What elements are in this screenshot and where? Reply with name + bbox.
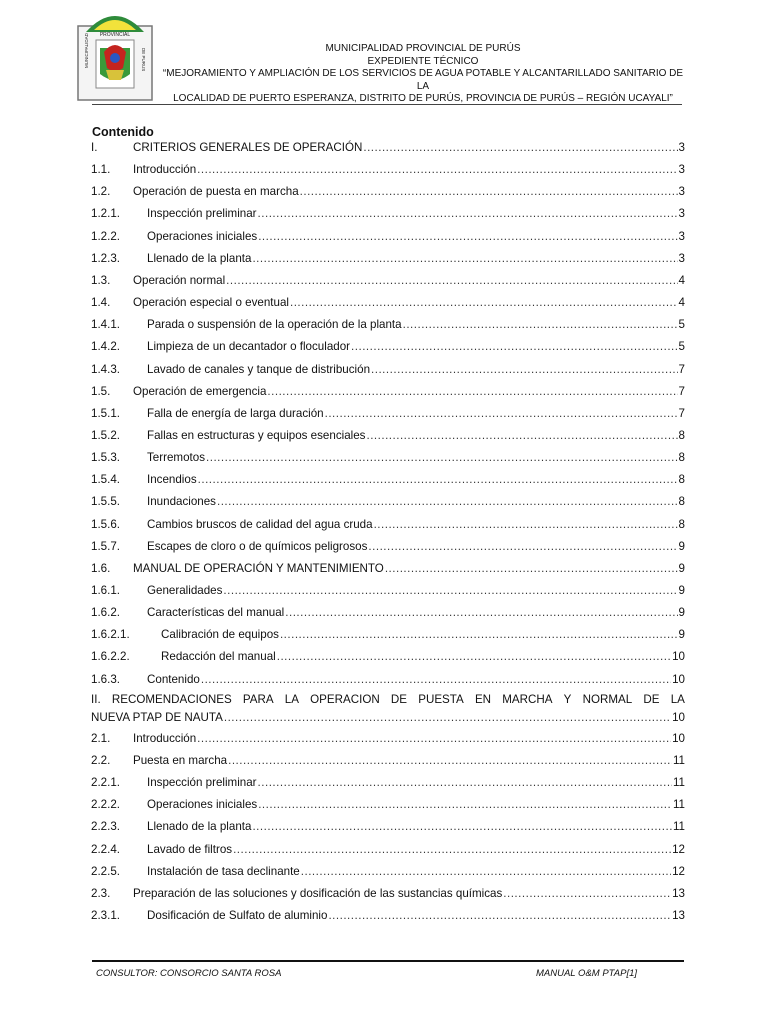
toc-entry-number: 1.6.1. <box>91 584 121 597</box>
toc-entry-number: 1.6.2.2. <box>91 650 130 664</box>
toc-entry-number: 1.4. <box>91 296 111 310</box>
toc-dot-leader <box>197 732 671 745</box>
toc-entry-number: 1.2.1. <box>91 207 121 221</box>
toc-entry-number: 1.2.2. <box>91 229 121 243</box>
toc-dot-leader <box>252 820 672 833</box>
toc-entry-number: 1.4.1. <box>91 318 121 332</box>
toc-entry-page: 11 <box>672 753 685 767</box>
toc-entry-title: Inundaciones <box>147 495 216 509</box>
toc-entry-number: 2.3. <box>91 886 111 900</box>
toc-entry[interactable] <box>91 495 685 511</box>
toc-entry-page: 9 <box>678 539 685 553</box>
toc-entry-title: Limpieza de un decantador o floculador <box>147 340 351 354</box>
toc-entry-title: NUEVA PTAP DE NAUTA <box>91 710 223 724</box>
toc-entry[interactable] <box>91 820 685 836</box>
toc-entry-page: 3 <box>678 229 685 243</box>
toc-entry-title: Escapes de cloro o de químicos peligrosos <box>147 539 368 553</box>
toc-entry[interactable] <box>91 754 685 770</box>
toc-entry-title: Operación de emergencia <box>133 384 267 398</box>
toc-dot-leader <box>252 252 677 265</box>
toc-entry-number: 2.2.4. <box>91 842 121 856</box>
toc-dot-leader <box>224 711 671 724</box>
toc-dot-leader <box>301 865 671 878</box>
toc-entry-title-word: RECOMENDACIONES <box>111 692 232 706</box>
toc-entry-page: 13 <box>672 886 685 900</box>
toc-entry-number: 1.1. <box>91 163 111 177</box>
toc-entry-page: 7 <box>678 384 685 398</box>
toc-entry[interactable] <box>91 909 685 925</box>
toc-dot-leader <box>206 451 678 464</box>
toc-dot-leader <box>258 230 677 243</box>
toc-entry-title: Llenado de la planta <box>147 820 252 834</box>
toc-entry-number: 2.1. <box>91 731 111 745</box>
toc-entry-title-word: LA <box>284 692 299 706</box>
toc-dot-leader <box>258 798 672 811</box>
toc-dot-leader <box>233 843 671 856</box>
toc-entry[interactable] <box>91 473 685 489</box>
toc-dot-leader <box>366 429 677 442</box>
toc-entry[interactable] <box>91 518 685 534</box>
toc-entry-number: 1.6. <box>91 561 111 575</box>
toc-entry-number: 2.2.2. <box>91 798 121 812</box>
toc-dot-leader <box>285 606 677 619</box>
header-project-title-2: LOCALIDAD DE PUERTO ESPERANZA, DISTRITO DE PURÚS, PROVINCIA DE PURÚS – REGIÓN UCAYALI” <box>173 93 673 104</box>
toc-entry-title: Operaciones iniciales <box>147 798 258 812</box>
toc-entry-title: Redacción del manual <box>161 650 276 664</box>
toc-entry-number: 1.3. <box>91 273 111 287</box>
toc-entry-title: MANUAL DE OPERACIÓN Y MANTENIMIENTO <box>133 561 384 575</box>
toc-dot-leader <box>201 673 671 686</box>
toc-entry-title: Contenido <box>147 672 200 686</box>
toc-entry-page: 9 <box>678 628 685 642</box>
toc-entry-title: Características del manual <box>147 606 285 620</box>
toc-dot-leader <box>325 407 678 420</box>
svg-text:DE PURUS: DE PURUS <box>141 48 146 72</box>
toc-entry[interactable] <box>91 843 685 859</box>
toc-dot-leader <box>217 495 678 508</box>
toc-entry-page: 10 <box>672 672 685 686</box>
footer-divider <box>92 960 684 962</box>
toc-entry-page: 4 <box>678 296 685 310</box>
toc-entry-page: 9 <box>678 606 685 620</box>
toc-entry-title-word: DE <box>643 692 660 706</box>
toc-entry[interactable] <box>91 650 685 666</box>
toc-dot-leader <box>300 185 678 198</box>
toc-entry-page: 7 <box>678 406 685 420</box>
toc-entry[interactable] <box>91 230 685 246</box>
toc-dot-leader <box>280 628 678 641</box>
toc-dot-leader <box>403 318 678 331</box>
toc-entry-title: Operación de puesta en marcha <box>133 185 299 199</box>
toc-entry-number: II. <box>91 692 101 706</box>
toc-entry-number: 2.2.3. <box>91 820 121 834</box>
toc-entry-number: 1.6.2. <box>91 606 121 620</box>
toc-entry[interactable] <box>91 798 685 814</box>
toc-entry-title-word: OPERACION <box>310 692 380 706</box>
toc-entry[interactable] <box>91 407 685 423</box>
toc-entry-page: 13 <box>672 908 685 922</box>
toc-entry-title: Operaciones iniciales <box>147 229 258 243</box>
toc-entry[interactable] <box>91 562 685 578</box>
toc-dot-leader <box>371 363 678 376</box>
toc-entry[interactable] <box>91 732 685 748</box>
toc-dot-leader <box>290 296 678 309</box>
toc-entry-number: 1.5.7. <box>91 539 121 553</box>
toc-entry-number: 1.2. <box>91 185 111 199</box>
toc-entry[interactable] <box>91 340 685 356</box>
toc-entry[interactable] <box>91 274 685 290</box>
toc-entry-title-word: PUESTA <box>418 692 464 706</box>
toc-entry-title: Lavado de filtros <box>147 842 233 856</box>
toc-entry-number: 1.4.3. <box>91 362 121 376</box>
toc-entry-page: 11 <box>672 798 685 812</box>
toc-entry[interactable] <box>91 673 685 689</box>
toc-entry-number: I. <box>91 141 98 154</box>
toc-entry-page: 8 <box>678 495 685 509</box>
toc-entry-page: 8 <box>678 517 685 531</box>
toc-entry-title: Llenado de la planta <box>147 251 252 265</box>
toc-entry-page: 10 <box>672 710 685 724</box>
toc-dot-leader <box>374 518 678 531</box>
toc-entry[interactable] <box>91 451 685 467</box>
toc-entry[interactable] <box>91 163 685 179</box>
toc-dot-leader <box>328 909 671 922</box>
footer-consultant: CONSULTOR: CONSORCIO SANTA ROSA <box>96 968 282 979</box>
toc-entry-title: Cambios bruscos de calidad del agua cruda <box>147 517 373 531</box>
toc-dot-leader <box>258 207 678 220</box>
toc-dot-leader <box>226 274 677 287</box>
toc-entry-number: 1.5.4. <box>91 473 121 487</box>
footer-manual-name: MANUAL O&M PTAP[1] <box>536 968 638 979</box>
toc-entry-number: 1.5.1. <box>91 406 121 420</box>
toc-dot-leader <box>267 385 677 398</box>
toc-entry-page: 8 <box>678 428 685 442</box>
toc-entry[interactable] <box>91 429 685 445</box>
toc-entry-page: 10 <box>672 731 685 745</box>
toc-entry[interactable] <box>91 185 685 201</box>
toc-entry-page: 8 <box>678 451 685 465</box>
toc-entry-title: Falla de energía de larga duración <box>147 406 324 420</box>
toc-entry-number: 1.5.3. <box>91 451 121 465</box>
svg-text:MUNICIPALIDAD: MUNICIPALIDAD <box>84 33 89 68</box>
toc-entry-title: Inspección preliminar <box>147 207 257 221</box>
toc-dot-leader <box>385 562 678 575</box>
toc-entry-title: Fallas en estructuras y equipos esenciales <box>147 428 366 442</box>
toc-entry-page: 12 <box>672 842 685 856</box>
toc-entry-title: Introducción <box>133 163 197 177</box>
toc-entry-number: 1.5.2. <box>91 428 121 442</box>
toc-entry[interactable] <box>91 628 685 644</box>
toc-entry-title: Generalidades <box>147 584 223 597</box>
toc-entry-title: Operación normal <box>133 273 226 287</box>
toc-entry-number: 1.6.3. <box>91 672 121 686</box>
toc-entry-page: 3 <box>678 251 685 265</box>
toc-entry-number: 1.4.2. <box>91 340 121 354</box>
toc-entry-page: 10 <box>672 650 685 664</box>
toc-entry-page: 8 <box>678 473 685 487</box>
toc-entry-number: 2.2. <box>91 753 111 767</box>
toc-entry[interactable] <box>91 776 685 792</box>
toc-dot-leader <box>228 754 672 767</box>
toc-entry-page: 5 <box>678 340 685 354</box>
toc-entry[interactable] <box>91 363 685 379</box>
toc-entry-title: Operación especial o eventual <box>133 296 289 310</box>
header-expediente: EXPEDIENTE TÉCNICO <box>367 55 479 67</box>
toc-entry-title: Lavado de canales y tanque de distribución <box>147 362 371 376</box>
toc-entry-title-word: Y <box>563 692 572 706</box>
toc-entry-number: 1.5.5. <box>91 495 121 509</box>
toc-entry-title-word: PARA <box>242 692 274 706</box>
toc-entry-title: CRITERIOS GENERALES DE OPERACIÓN <box>133 141 363 154</box>
toc-entry-title: Dosificación de Sulfato de aluminio <box>147 908 328 922</box>
toc-entry-title-word: DE <box>390 692 408 706</box>
toc-title: Contenido <box>92 125 154 139</box>
toc-entry-page: 12 <box>672 864 685 878</box>
toc-entry-number: 1.2.3. <box>91 251 121 265</box>
logo-lettering: PROVINCIAL <box>99 32 131 38</box>
toc-dot-leader <box>351 340 678 353</box>
toc-entry[interactable] <box>91 584 685 600</box>
toc-dot-leader <box>503 887 671 900</box>
toc-entry-title: Parada o suspensión de la operación de la planta <box>147 318 402 332</box>
toc-entry[interactable] <box>91 865 685 881</box>
toc-entry-title: Terremotos <box>147 451 205 465</box>
toc-entry-number: 2.3.1. <box>91 908 121 922</box>
toc-entry-title-word: NORMAL <box>582 692 633 706</box>
toc-dot-leader <box>368 540 677 553</box>
toc-entry-page: 7 <box>678 362 685 376</box>
toc-entry-page: 3 <box>678 185 685 199</box>
toc-entry-section-2[interactable] <box>91 693 685 724</box>
toc-entry-title: Calibración de equipos <box>161 628 279 642</box>
toc-dot-leader <box>223 584 677 597</box>
toc-dot-leader <box>277 650 671 663</box>
toc-entry-page: 4 <box>678 273 685 287</box>
toc-dot-leader <box>197 163 677 176</box>
toc-entry[interactable] <box>91 540 685 556</box>
header-municipality: MUNICIPALIDAD PROVINCIAL DE PURÚS <box>325 43 521 54</box>
toc-entry[interactable] <box>91 385 685 401</box>
toc-entry-title-word: MARCHA <box>502 692 553 706</box>
toc-entry-page: 3 <box>678 207 685 221</box>
toc-entry-number: 2.2.5. <box>91 864 121 878</box>
toc-entry-number: 1.5.6. <box>91 517 121 531</box>
toc-entry-page: 11 <box>672 820 685 834</box>
toc-entry-title-word: EN <box>474 692 492 706</box>
toc-entry-page: 3 <box>678 163 685 177</box>
toc-entry-page: 5 <box>678 318 685 332</box>
toc-entry[interactable] <box>91 296 685 312</box>
toc-entry-title-word: LA <box>670 692 685 706</box>
toc-entry-title: Introducción <box>133 731 197 745</box>
toc-entry-page: 11 <box>672 776 685 790</box>
toc-entry[interactable] <box>91 606 685 622</box>
toc-entry-number: 1.6.2.1. <box>91 628 130 642</box>
toc-entry-title: Preparación de las soluciones y dosificación de las sustancias químicas <box>133 886 503 900</box>
toc-entry-title: Incendios <box>147 473 197 487</box>
toc-entry-page: 9 <box>678 584 685 597</box>
toc-dot-leader <box>198 473 678 486</box>
toc-entry[interactable] <box>91 318 685 334</box>
toc-entry-number: 2.2.1. <box>91 776 121 790</box>
toc-entry-page: 9 <box>678 561 685 575</box>
toc-entry-number: 1.5. <box>91 384 111 398</box>
toc-entry[interactable] <box>91 252 685 268</box>
toc-entry[interactable] <box>91 887 685 903</box>
toc-entry[interactable] <box>91 141 685 157</box>
header-project-title-1: “MEJORAMIENTO Y AMPLIACIÓN DE LOS SERVICIOS DE AGUA POTABLE Y ALCANTARILLADO SANITARIO DE LA <box>162 68 684 92</box>
toc-entry-title: Inspección preliminar <box>147 776 257 790</box>
toc-entry-title: Instalación de tasa declinante <box>147 864 300 878</box>
toc-dot-leader <box>363 141 677 154</box>
municipality-logo <box>76 8 154 102</box>
toc-entry[interactable] <box>91 207 685 223</box>
header-divider <box>92 104 682 105</box>
toc-dot-leader <box>258 776 672 789</box>
toc-entry-page: 3 <box>678 141 685 154</box>
toc-entry-title: Puesta en marcha <box>133 753 228 767</box>
document-header <box>158 43 688 106</box>
